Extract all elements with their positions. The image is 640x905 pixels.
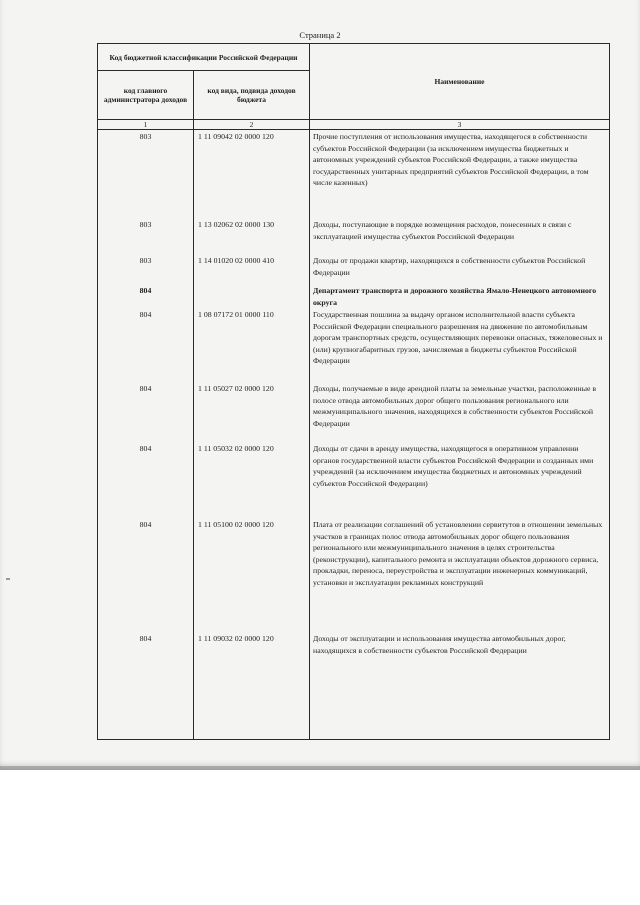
- budget-classification-table: [97, 43, 610, 740]
- table-row: [98, 285, 610, 309]
- department-name: Департамент транспорта и дорожного хозяйства Ямало-Ненецкого автономного округа: [310, 285, 610, 309]
- admin-code: 803: [98, 130, 194, 220]
- column-number: 3: [310, 120, 610, 130]
- table-row: [98, 309, 610, 383]
- header-income-code: код вида, подвида доходов бюджета: [194, 71, 310, 120]
- header-admin-code: код главного администратора доходов: [98, 71, 194, 120]
- table-row: [98, 219, 610, 255]
- income-name: Доходы, поступающие в порядке возмещения расходов, понесенных в связи с эксплуатацией имущества субъектов Российской Федерации: [310, 219, 610, 255]
- table-row: [98, 255, 610, 285]
- table-row: [98, 519, 610, 633]
- column-number: 1: [98, 120, 194, 130]
- income-name: Доходы от сдачи в аренду имущества, находящегося в оперативном управлении органов государственной власти субъектов Российской Федерации и созданных ими учреждений (за исключением имущества бюджетных и автономных учреждений субъектов Российской Федерации): [310, 443, 610, 519]
- income-name: Государственная пошлина за выдачу органом исполнительной власти субъекта Российской Федерации специального разрешения на движение по автомобильным дорогам транспортных средств, осуществляющих перевозки опасных, тяжеловесных и (или) крупногабаритных грузов, зачисляемая в бюджеты субъектов Российской Федерации: [310, 309, 610, 383]
- income-code: 1 11 05032 02 0000 120: [194, 443, 310, 519]
- income-code: 1 08 07172 01 0000 110: [194, 309, 310, 383]
- income-name: Доходы от эксплуатации и использования имущества автомобильных дорог, находящихся в собственности субъектов Российской Федерации: [310, 633, 610, 740]
- income-name: Плата от реализации соглашений об установлении сервитутов в отношении земельных участков в границах полос отвода автомобильных дорог общего пользования регионального или межмуниципального значения в целях строительства (реконструкции), капитального ремонта и эксплуатации объектов дорожного сервиса, прокладки, переноса, переустройства и эксплуатации инженерных коммуникаций, установки и эксплуатации рекламных конструкций: [310, 519, 610, 633]
- admin-code: 804: [98, 633, 194, 740]
- income-code: 1 11 05027 02 0000 120: [194, 383, 310, 443]
- income-code: [194, 285, 310, 309]
- column-number: 2: [194, 120, 310, 130]
- table-row: [98, 383, 610, 443]
- table-row: [98, 633, 610, 740]
- header-name: Наименование: [310, 44, 610, 120]
- admin-code: 804: [98, 519, 194, 633]
- table-row: [98, 443, 610, 519]
- income-code: 1 11 09042 02 0000 120: [194, 130, 310, 220]
- admin-code: 804: [98, 383, 194, 443]
- income-code: 1 11 09032 02 0000 120: [194, 633, 310, 740]
- admin-code: 804: [98, 285, 194, 309]
- income-name: Прочие поступления от использования имущества, находящегося в собственности субъектов Российской Федерации (за исключением имущества бюджетных и автономных учреждений субъектов Российской Федерации, а также имущества государственных унитарных предприятий субъектов Российской Федерации, в том числе казенных): [310, 130, 610, 220]
- income-name: Доходы от продажи квартир, находящихся в собственности субъектов Российской Федерации: [310, 255, 610, 285]
- income-code: 1 13 02062 02 0000 130: [194, 219, 310, 255]
- scan-artifact: [6, 578, 10, 580]
- admin-code: 804: [98, 309, 194, 383]
- scan-edge: [0, 766, 640, 770]
- income-name: Доходы, получаемые в виде арендной платы за земельные участки, расположенные в полосе отвода автомобильных дорог общего пользования регионального или межмуниципального значения, находящихся в собственности субъектов Российской Федерации: [310, 383, 610, 443]
- table-row: [98, 130, 610, 220]
- header-group: Код бюджетной классификации Российской Федерации: [98, 44, 310, 71]
- income-code: 1 11 05100 02 0000 120: [194, 519, 310, 633]
- income-code: 1 14 01020 02 0000 410: [194, 255, 310, 285]
- admin-code: 803: [98, 219, 194, 255]
- admin-code: 803: [98, 255, 194, 285]
- page-label: Страница 2: [299, 30, 341, 40]
- admin-code: 804: [98, 443, 194, 519]
